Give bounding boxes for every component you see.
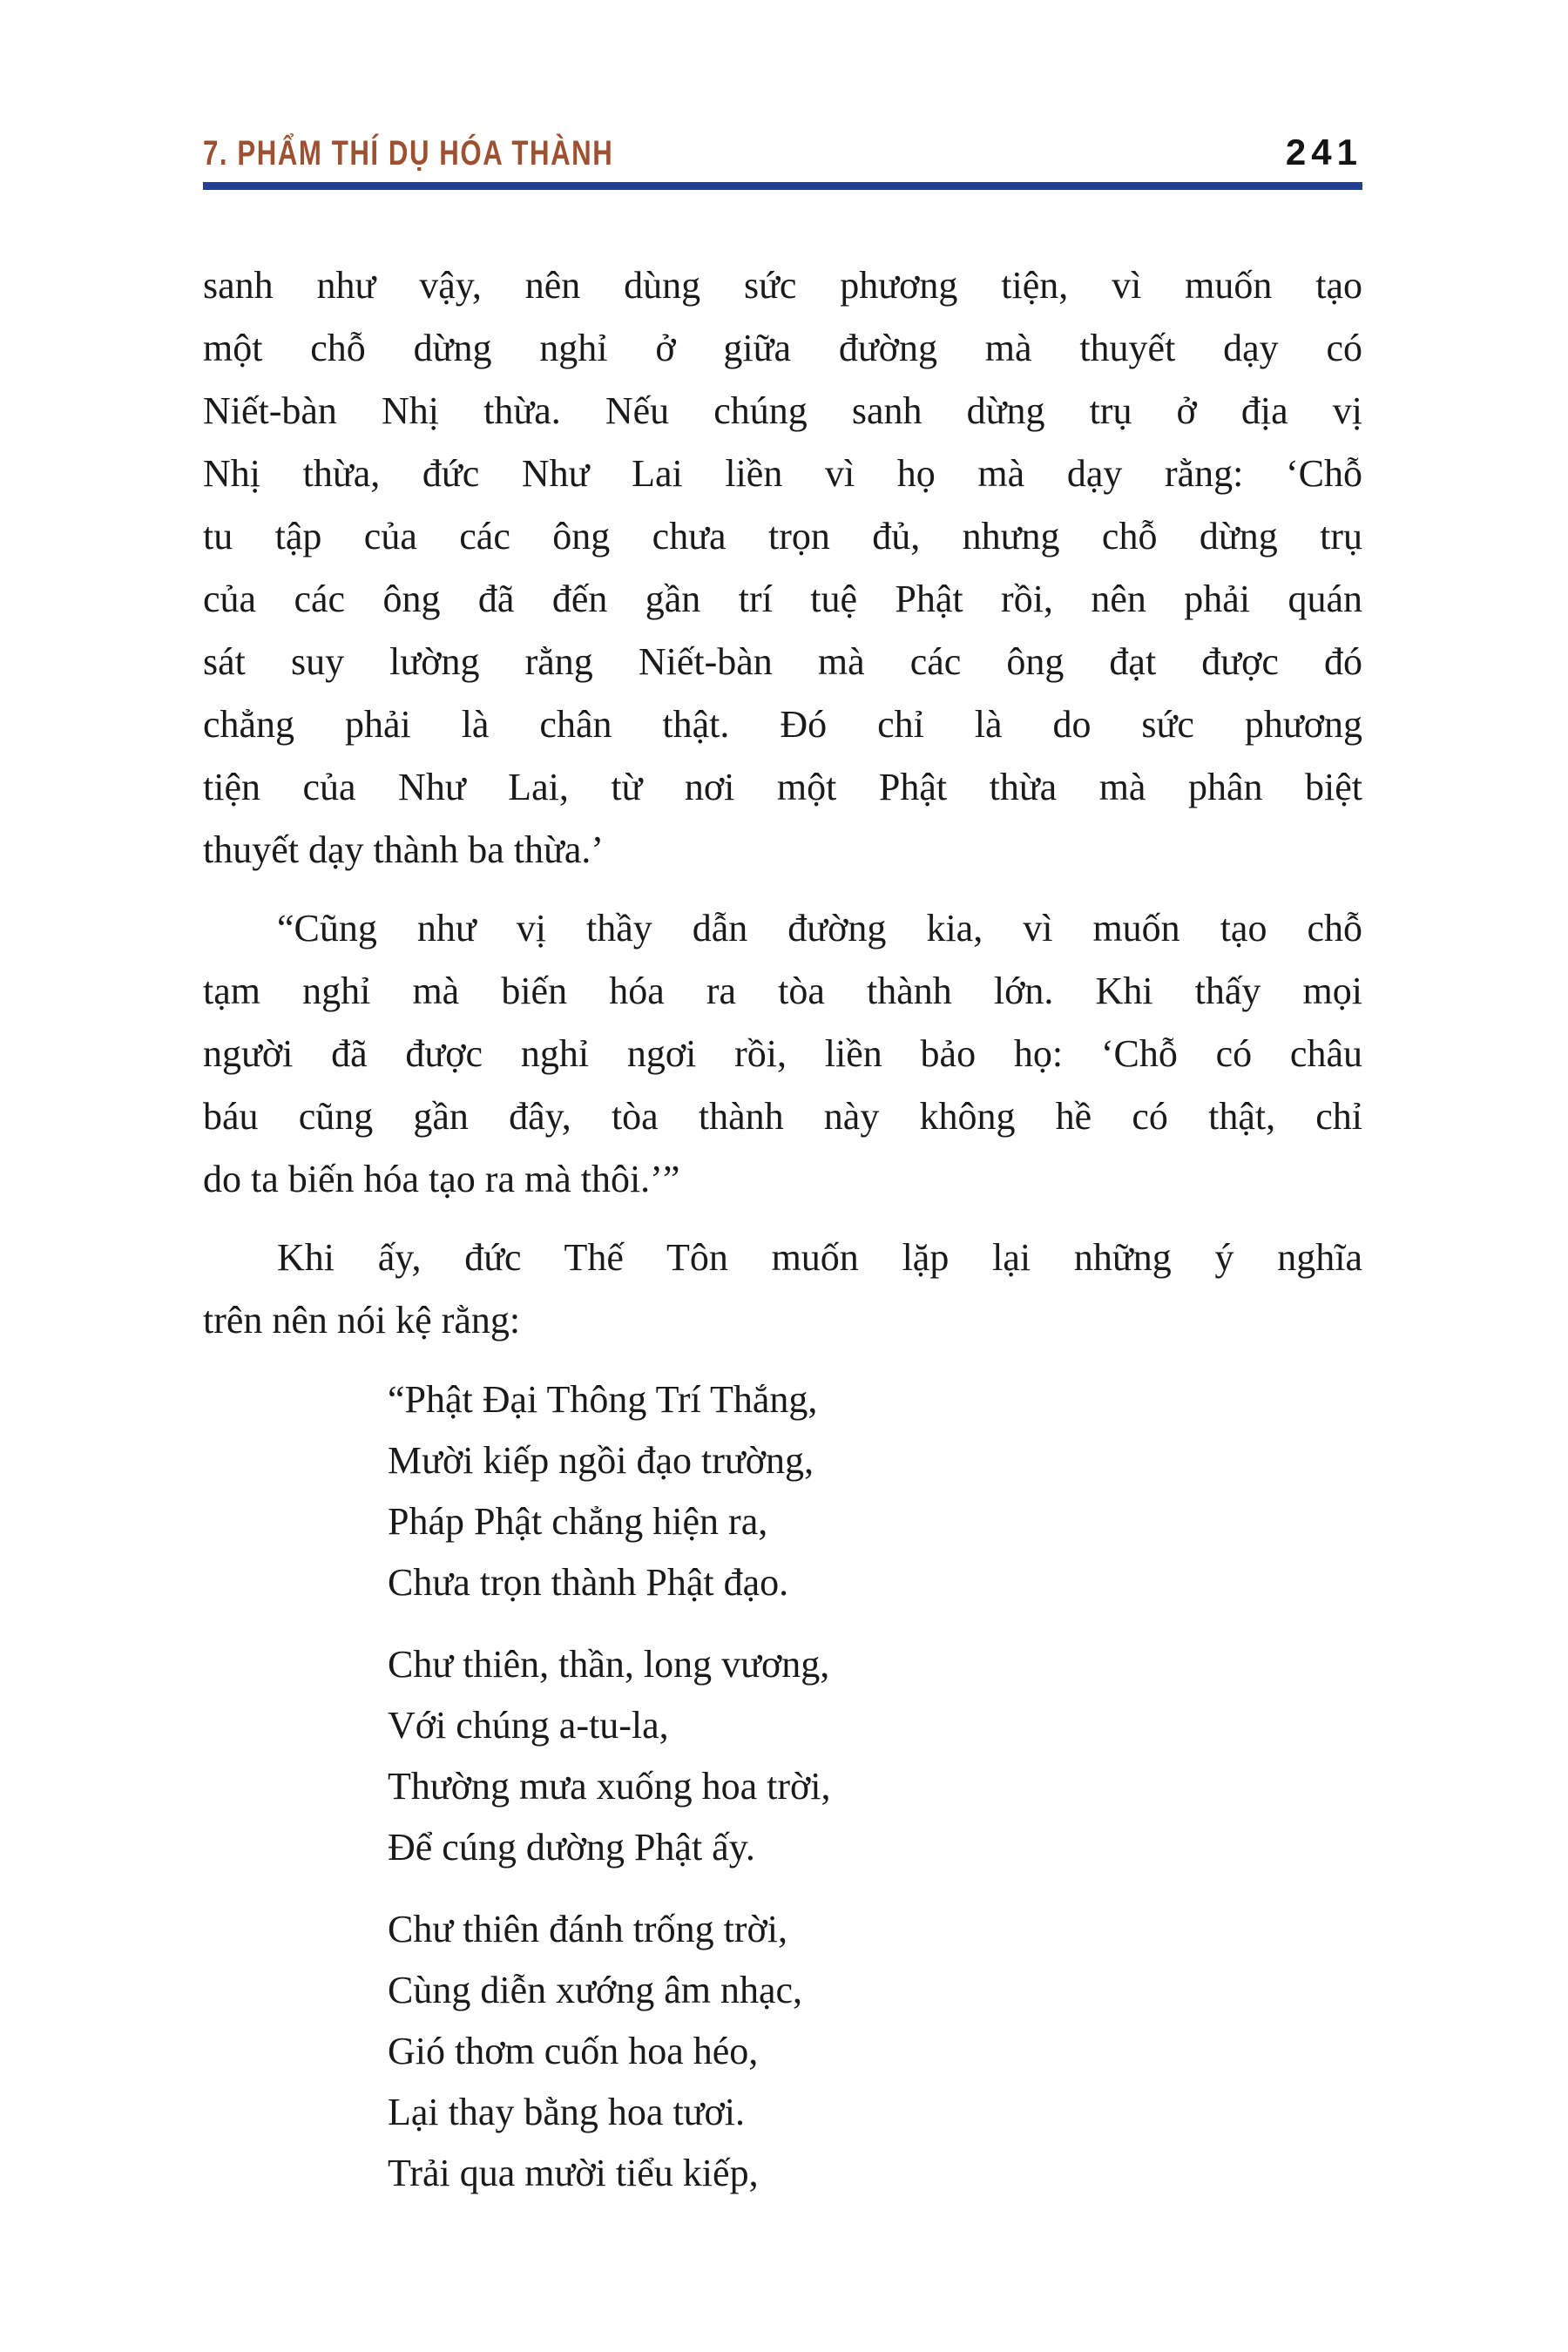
paragraph-line: của các ông đã đến gần trí tuệ Phật rồi, nên phải quán (203, 578, 1362, 620)
paragraph-line: Niết-bàn Nhị thừa. Nếu chúng sanh dừng trụ ở địa vị (203, 389, 1362, 432)
chapter-title: 7. PHẨM THÍ DỤ HÓA THÀNH (203, 134, 614, 172)
verse-line: Cùng diễn xướng âm nhạc, (388, 1969, 803, 2011)
paragraph-line: trên nên nói kệ rằng: (203, 1299, 521, 1342)
paragraph-line: do ta biến hóa tạo ra mà thôi.’” (203, 1158, 680, 1200)
verse-line: Với chúng a-tu-la, (388, 1704, 669, 1747)
page-body (203, 254, 1362, 2204)
paragraph (203, 1227, 1362, 1352)
paragraph-line: sát suy lường rằng Niết-bàn mà các ông đạt được đó (203, 640, 1362, 683)
verse-line: Mười kiếp ngồi đạo trường, (388, 1439, 814, 1482)
paragraph-line: tiện của Như Lai, từ nơi một Phật thừa mà phân biệt (203, 766, 1362, 808)
verse-line: Pháp Phật chẳng hiện ra, (388, 1500, 768, 1543)
verse-line: Trải qua mười tiểu kiếp, (388, 2152, 759, 2194)
paragraph (203, 897, 1362, 1211)
paragraph-line: một chỗ dừng nghỉ ở giữa đường mà thuyết dạy có (203, 327, 1362, 369)
paragraph-line: “Cũng như vị thầy dẫn đường kia, vì muốn tạo chỗ (277, 907, 1362, 950)
verse-stanza (388, 1369, 1362, 1613)
paragraph-line: chẳng phải là chân thật. Đó chỉ là do sức phương (203, 703, 1362, 746)
paragraph-line: thuyết dạy thành ba thừa.’ (203, 828, 605, 871)
verse-line: Lại thay bằng hoa tươi. (388, 2091, 746, 2133)
verse-line: Gió thơm cuốn hoa héo, (388, 2030, 759, 2072)
paragraph-line: Nhị thừa, đức Như Lai liền vì họ mà dạy rằng: ‘Chỗ (203, 452, 1362, 495)
verse-line: Để cúng dường Phật ấy. (388, 1826, 755, 1869)
verse-line: “Phật Đại Thông Trí Thắng, (388, 1378, 818, 1421)
verse-line: Chư thiên, thần, long vương, (388, 1643, 830, 1686)
verse-stanza (388, 1899, 1362, 2204)
paragraph-line: Khi ấy, đức Thế Tôn muốn lặp lại những ý nghĩa (277, 1236, 1362, 1279)
verse-line: Chư thiên đánh trống trời, (388, 1908, 787, 1950)
paragraph-line: tu tập của các ông chưa trọn đủ, nhưng chỗ dừng trụ (203, 515, 1362, 558)
paragraph-line: tạm nghỉ mà biến hóa ra tòa thành lớn. Khi thấy mọi (203, 970, 1362, 1012)
paragraph-line: báu cũng gần đây, tòa thành này không hề có thật, chỉ (203, 1095, 1362, 1138)
verse-block (388, 1369, 1362, 2204)
paragraph-line: người đã được nghỉ ngơi rồi, liền bảo họ: ‘Chỗ có châu (203, 1032, 1362, 1075)
header-rule (203, 182, 1362, 190)
verse-line: Thường mưa xuống hoa trời, (388, 1765, 831, 1808)
page-number: 241 (1285, 132, 1362, 172)
paragraph-line: sanh như vậy, nên dùng sức phương tiện, vì muốn tạo (203, 264, 1362, 307)
page-header (203, 131, 1362, 171)
paragraph (203, 254, 1362, 882)
verse-stanza (388, 1634, 1362, 1878)
verse-line: Chưa trọn thành Phật đạo. (388, 1561, 789, 1604)
